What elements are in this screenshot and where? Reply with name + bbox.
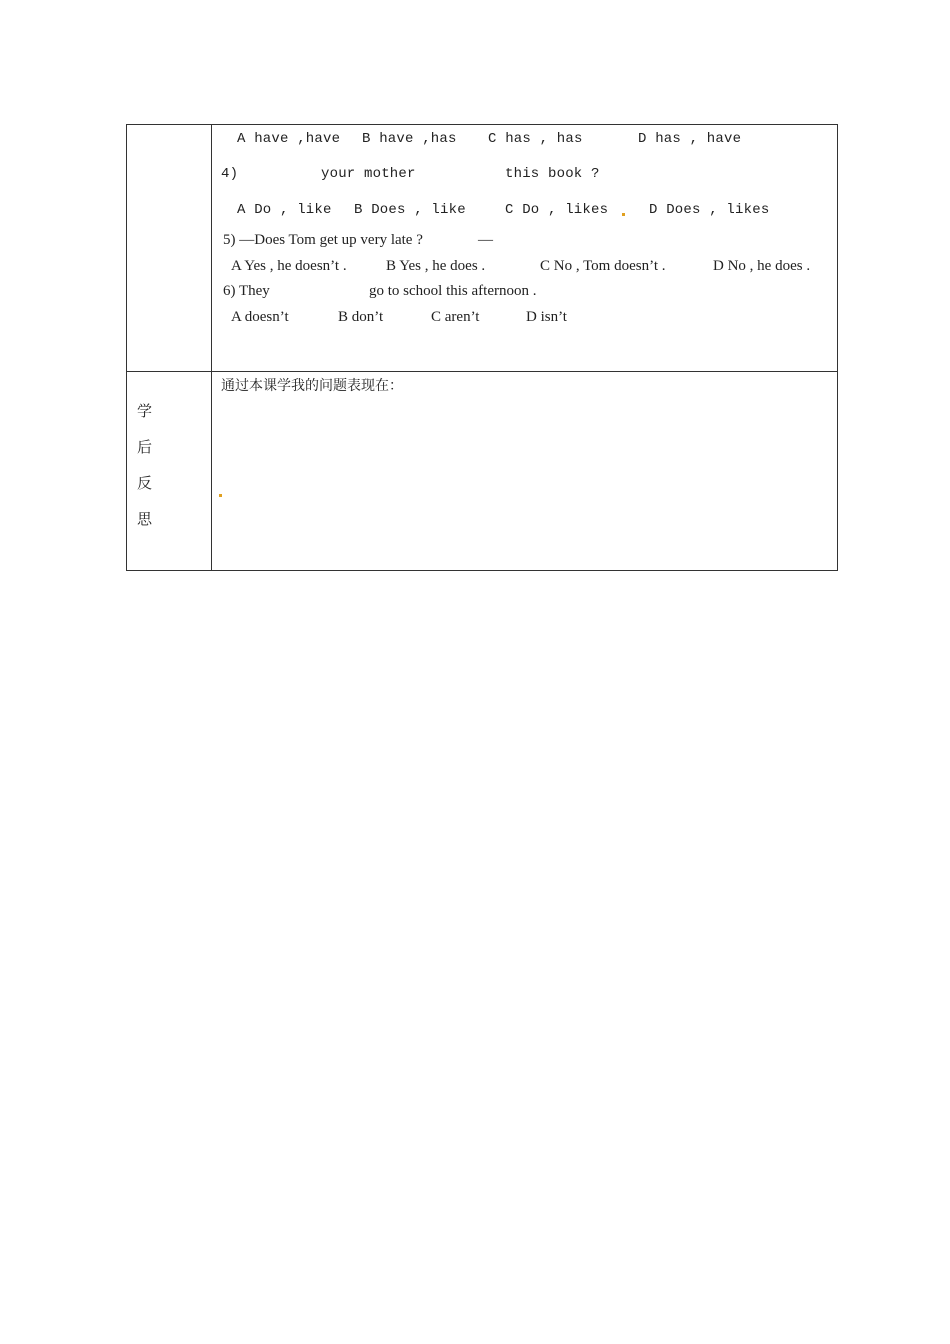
worksheet-table-container bbox=[126, 124, 838, 570]
q6-option-c: C aren’t bbox=[431, 309, 480, 325]
stray-dot-mark bbox=[219, 494, 222, 497]
q6-option-b: B don’t bbox=[338, 309, 384, 325]
q6-option-a: A doesn’t bbox=[231, 309, 289, 325]
exercise-content-cell bbox=[212, 125, 838, 372]
q4-option-c: C Do , likes bbox=[505, 202, 609, 218]
reflection-content-cell[interactable] bbox=[212, 372, 838, 571]
q6-text-part1: 6) They bbox=[223, 283, 270, 299]
q5-option-b: B Yes , he does . bbox=[386, 258, 486, 274]
reflection-label-cell bbox=[127, 372, 212, 571]
reflection-prompt: 通过本课学我的问题表现在： bbox=[221, 378, 403, 394]
reflection-label-char-4: 思 bbox=[137, 510, 153, 528]
reflection-label-char-2: 后 bbox=[137, 438, 153, 456]
q6-option-d: D isn’t bbox=[526, 309, 567, 325]
q5-option-c: C No , Tom doesn’t . bbox=[540, 258, 666, 274]
reflection-label-char-1: 学 bbox=[137, 402, 153, 420]
q5-option-a: A Yes , he doesn’t . bbox=[231, 258, 347, 274]
q3-option-a: A have ,have bbox=[237, 131, 341, 147]
q3-option-c: C has , has bbox=[488, 131, 583, 147]
exercise-row bbox=[127, 125, 838, 372]
q6-text-part2: go to school this afternoon . bbox=[369, 283, 537, 299]
q4-option-a: A Do , like bbox=[237, 202, 332, 218]
q3-option-b: B have ,has bbox=[362, 131, 457, 147]
q3-option-d: D has , have bbox=[638, 131, 742, 147]
q5-reply-dash: — bbox=[478, 232, 493, 248]
stray-dot-mark bbox=[622, 213, 625, 216]
reflection-row bbox=[127, 372, 838, 571]
q5-prompt: 5) —Does Tom get up very late ? bbox=[223, 232, 423, 248]
q4-text-part2: this book ? bbox=[505, 166, 600, 182]
reflection-label-char-3: 反 bbox=[137, 474, 153, 492]
q4-text-part1: your mother bbox=[321, 166, 416, 182]
q4-option-d: D Does , likes bbox=[649, 202, 770, 218]
q4-option-b: B Does , like bbox=[354, 202, 466, 218]
worksheet-table bbox=[126, 124, 838, 571]
q5-option-d: D No , he does . bbox=[713, 258, 811, 274]
q4-number: 4) bbox=[221, 166, 239, 182]
exercise-label-cell bbox=[127, 125, 212, 372]
